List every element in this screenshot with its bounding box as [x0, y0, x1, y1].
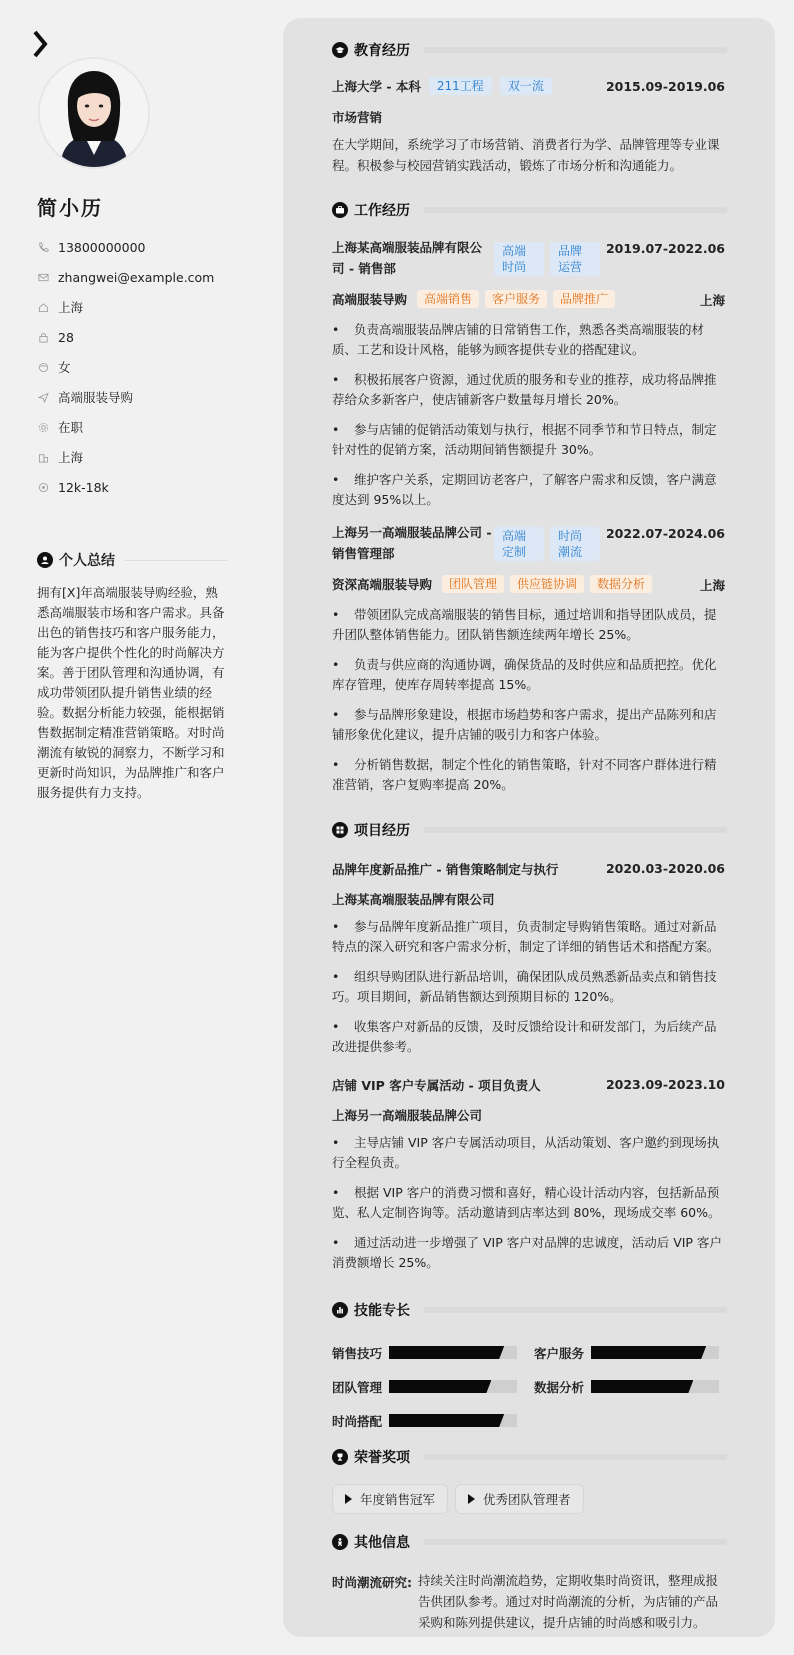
bullet-text: • 收集客户对新品的反馈，及时反馈给设计和研发部门，为后续产品改进提供参考。	[332, 1019, 717, 1054]
bullet-text: • 通过活动进一步增强了 VIP 客户对品牌的忠诚度，活动后 VIP 客户消费额增长 25%。	[332, 1235, 722, 1270]
list-item	[332, 1183, 727, 1223]
list-item	[332, 370, 727, 410]
bullet-text: • 根据 VIP 客户的消费习惯和喜好，精心设计活动内容，包括新品预览、私人定制咨询等。活动邀请到店率达到 80%，现场成交率 60%。	[332, 1185, 721, 1220]
info-city-value: 上海	[58, 450, 84, 465]
education-major: 市场营销	[332, 110, 383, 125]
job-skill-tag: 供应链协调	[510, 575, 584, 593]
list-item	[332, 1133, 727, 1173]
list-item	[332, 917, 727, 957]
project-date: 2020.03-2020.06	[605, 861, 725, 876]
project-name: 店铺 VIP 客户专属活动 - 项目负责人	[332, 1078, 541, 1093]
award-label: 优秀团队管理者	[483, 1492, 571, 1507]
list-item	[332, 1017, 727, 1057]
skills-title: 技能专长	[354, 1303, 410, 1319]
job-bullets	[332, 320, 727, 520]
other-heading	[332, 1532, 727, 1552]
bullet-text: • 分析销售数据，制定个性化的销售策略，针对不同客户群体进行精准营销，客户复购率提高 20%。	[332, 757, 717, 792]
skill-label: 团队管理	[332, 1380, 383, 1395]
bullet-text: • 负责与供应商的沟通协调，确保货品的及时供应和品质把控。优化库存管理，使库存周转率提高 15%。	[332, 657, 717, 692]
job-skill-tag: 团队管理	[442, 575, 504, 593]
job-tag: 品牌运营	[550, 242, 600, 276]
skill-bar	[389, 1414, 517, 1427]
info-job	[38, 382, 238, 412]
skill-bar-fill	[591, 1346, 706, 1359]
info-email	[38, 262, 238, 292]
skill-bar	[389, 1346, 517, 1359]
info-gender-value: 女	[58, 360, 71, 375]
job-tag: 时尚潮流	[550, 527, 600, 561]
summary-heading	[37, 550, 227, 570]
skill-bar-fill	[389, 1380, 491, 1393]
list-item	[332, 1233, 727, 1273]
skill-bar	[389, 1380, 517, 1393]
avatar	[38, 57, 150, 169]
job-skill-tag: 品牌推广	[553, 290, 615, 308]
person-icon	[332, 1534, 348, 1550]
awards-title: 荣誉奖项	[354, 1450, 410, 1466]
info-status	[38, 412, 238, 442]
gender-icon	[38, 362, 58, 373]
list-item	[332, 470, 727, 510]
job-tags	[486, 242, 600, 276]
job-role-row	[332, 290, 615, 308]
work-title: 工作经历	[354, 203, 410, 219]
profile-name: 简小历	[37, 196, 103, 220]
skills-heading	[332, 1300, 727, 1320]
age-icon	[38, 332, 58, 343]
job-skill-tag: 客户服务	[485, 290, 547, 308]
bullet-text: • 主导店铺 VIP 客户专属活动项目，从活动策划、客户邀约到现场执行全程负责。	[332, 1135, 720, 1170]
job-role: 高端服装导购	[332, 292, 408, 307]
list-item	[332, 705, 727, 745]
skill-bar-fill	[389, 1414, 504, 1427]
bullet-text: • 参与品牌形象建设，根据市场趋势和客户需求，提出产品陈列和店铺形象优化建议，提升店铺的吸引力和客户体验。	[332, 707, 717, 742]
skill-bar	[591, 1346, 719, 1359]
skill-label: 时尚搭配	[332, 1414, 383, 1429]
other-title: 其他信息	[354, 1535, 410, 1551]
summary-text: 拥有[X]年高端服装导购经验，熟悉高端服装市场和客户需求。具备出色的销售技巧和客户服务能力，能为客户提供个性化的时尚解决方案。善于团队管理和沟通协调，有成功带领团队提升销售业绩的经验。数据分析能力较强，能根据销售数据制定精准营销策略。对时尚潮流有敏锐的洞察力，不断学习和更新时尚知识，为品牌推广和客户服务提供有力支持。	[37, 585, 225, 800]
bullet-text: • 带领团队完成高端服装的销售目标，通过培训和指导团队成员，提升团队整体销售能力。团队销售额连续两年增长 25%。	[332, 607, 717, 642]
info-email-value: zhangwei@example.com	[58, 269, 215, 285]
project-date: 2023.09-2023.10	[605, 1077, 725, 1092]
bullet-text: • 组织导购团队进行新品培训，确保团队成员熟悉新品卖点和销售技巧。项目期间，新品销售额达到预期目标的 120%。	[332, 969, 717, 1004]
award-badge	[332, 1484, 448, 1514]
job-skill-tag: 数据分析	[590, 575, 652, 593]
education-desc: 在大学期间，系统学习了市场营销、消费者行为学、品牌管理等专业课程。积极参与校园营销实践活动，锻炼了市场分析和沟通能力。	[332, 137, 720, 173]
user-icon	[37, 552, 53, 568]
info-phone-value: 13800000000	[58, 239, 146, 255]
projects-title: 项目经历	[354, 823, 410, 839]
logo-icon	[32, 30, 54, 58]
project-name: 品牌年度新品推广 - 销售策略制定与执行	[332, 862, 559, 877]
skill-label: 数据分析	[534, 1380, 585, 1395]
info-salary	[38, 472, 238, 502]
education-tag: 211工程	[429, 77, 492, 95]
job-role-row	[332, 575, 652, 593]
bullet-text: • 参与店铺的促销活动策划与执行，根据不同季节和节日特点，制定针对性的促销方案，活动期间销售额提升 30%。	[332, 422, 717, 457]
info-city	[38, 442, 238, 472]
award-badge	[455, 1484, 584, 1514]
bullet-text: • 参与品牌年度新品推广项目，负责制定导购销售策略。通过对新品特点的深入研究和客户需求分析，制定了详细的销售话术和搭配方案。	[332, 919, 720, 954]
job-icon	[38, 392, 58, 403]
job-tag: 高端时尚	[494, 242, 544, 276]
job-tags	[492, 527, 600, 561]
education-date: 2015.09-2019.06	[605, 79, 725, 94]
bar-chart-icon	[332, 1302, 348, 1318]
info-home	[38, 292, 238, 322]
project-company: 上海另一高端服装品牌公司	[332, 1108, 483, 1123]
list-item	[332, 655, 727, 695]
skill-bar-fill	[591, 1380, 693, 1393]
job-company: 上海另一高端服装品牌公司 - 销售管理部	[332, 525, 492, 561]
other-text: 持续关注时尚潮流趋势，定期收集时尚资讯，整理成报告供团队参考。通过对时尚潮流的分析，为店铺的产品采购和陈列提供建议，提升店铺的时尚感和吸引力。	[418, 1573, 719, 1630]
work-heading	[332, 200, 727, 220]
info-home-value: 上海	[58, 300, 84, 315]
other-label: 时尚潮流研究:	[332, 1575, 412, 1590]
skill-bar-fill	[389, 1346, 504, 1359]
info-age-value: 28	[58, 329, 74, 345]
bullet-text: • 维护客户关系，定期回访老客户，了解客户需求和反馈，客户满意度达到 95%以上。	[332, 472, 717, 507]
award-label: 年度销售冠军	[360, 1492, 436, 1507]
list-item	[332, 605, 727, 645]
job-date: 2022.07-2024.06	[605, 526, 725, 541]
list-item	[332, 320, 727, 360]
info-age	[38, 322, 238, 352]
city-icon	[38, 452, 58, 463]
list-item	[332, 967, 727, 1007]
info-phone	[38, 232, 238, 262]
salary-icon	[38, 482, 58, 493]
home-icon	[38, 302, 58, 313]
mail-icon	[38, 272, 58, 283]
project-company: 上海某高端服装品牌有限公司	[332, 892, 495, 907]
summary-title: 个人总结	[59, 553, 115, 569]
list-item	[332, 755, 727, 795]
job-skill-tag: 高端销售	[417, 290, 479, 308]
graduation-cap-icon	[332, 42, 348, 58]
job-city: 上海	[699, 578, 725, 593]
education-school-row	[332, 77, 552, 95]
education-school: 上海大学 - 本科	[332, 79, 421, 94]
job-company: 上海某高端服装品牌有限公司 - 销售部	[332, 240, 483, 276]
job-city: 上海	[699, 293, 725, 308]
status-icon	[38, 422, 58, 433]
list-item	[332, 420, 727, 460]
job-bullets	[332, 605, 727, 805]
project-bullets	[332, 917, 727, 1067]
projects-heading	[332, 820, 727, 840]
phone-icon	[38, 242, 58, 253]
job-date: 2019.07-2022.06	[605, 241, 725, 256]
project-bullets	[332, 1133, 727, 1283]
play-icon	[345, 1494, 352, 1504]
trophy-icon	[332, 1449, 348, 1465]
contact-info-list	[38, 232, 238, 502]
job-tag: 高端定制	[494, 527, 544, 561]
play-icon	[468, 1494, 475, 1504]
info-job-value: 高端服装导购	[58, 390, 134, 405]
bullet-text: • 负责高端服装品牌店铺的日常销售工作，熟悉各类高端服装的材质、工艺和设计风格，能够为顾客提供专业的搭配建议。	[332, 322, 705, 357]
education-title: 教育经历	[354, 43, 410, 59]
bullet-text: • 积极拓展客户资源，通过优质的服务和专业的推荐，成功将品牌推荐给众多新客户，使店铺新客户数量每月增长 20%。	[332, 372, 717, 407]
info-salary-value: 12k-18k	[58, 479, 109, 495]
skill-label: 客户服务	[534, 1346, 585, 1361]
info-gender	[38, 352, 238, 382]
info-status-value: 在职	[58, 420, 84, 435]
education-tag: 双一流	[500, 77, 552, 95]
skill-bar	[591, 1380, 719, 1393]
job-role: 资深高端服装导购	[332, 577, 433, 592]
education-heading	[332, 40, 727, 60]
grid-icon	[332, 822, 348, 838]
skill-label: 销售技巧	[332, 1346, 383, 1361]
briefcase-icon	[332, 202, 348, 218]
awards-heading	[332, 1447, 727, 1467]
